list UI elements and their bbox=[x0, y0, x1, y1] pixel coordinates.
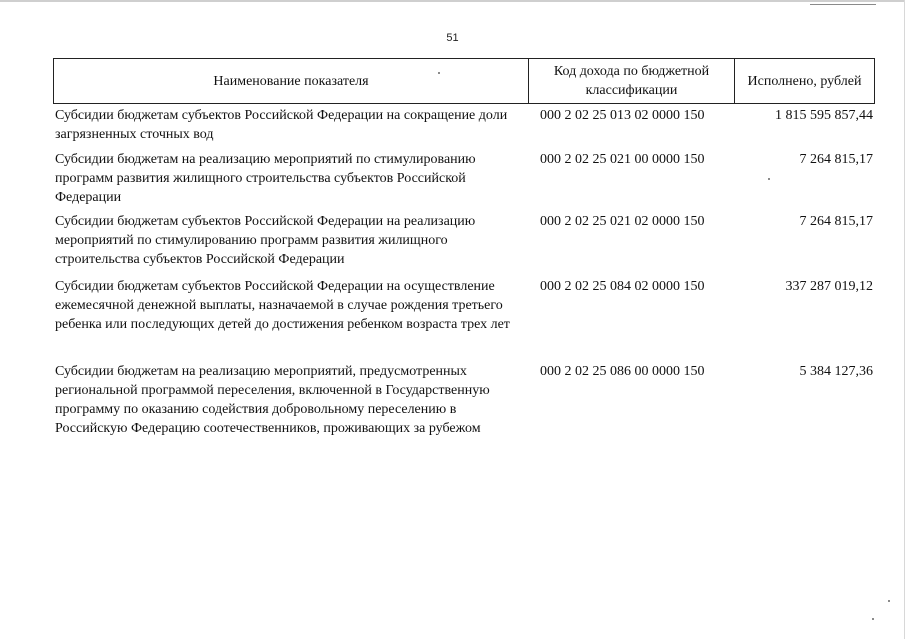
scan-speck bbox=[768, 178, 770, 180]
row-name: Субсидии бюджетам субъектов Российской Федерации на реализацию мероприятий по стимулированию программ развития жилищного строительства субъектов Российской Федерации bbox=[55, 214, 476, 267]
header-executed-column: Исполнено, рублей bbox=[747, 73, 862, 89]
row-executed: 1 815 595 857,44 bbox=[775, 108, 873, 123]
row-code: 000 2 02 25 021 00 0000 150 bbox=[540, 152, 705, 167]
page-number: 51 bbox=[446, 32, 459, 44]
table-row bbox=[55, 362, 875, 462]
row-name: Субсидии бюджетам на реализацию мероприятий, предусмотренных региональной программой переселения, включенной в Государственную программу по оказанию содействия добровольному переселению в Российскую Федерацию соотечественников, проживающих за рубежом bbox=[55, 364, 490, 436]
header-code-column: Код дохода по бюджетной классификации bbox=[529, 59, 735, 103]
table-row bbox=[55, 277, 875, 362]
row-executed: 7 264 815,17 bbox=[799, 152, 873, 167]
scan-speck bbox=[438, 72, 440, 74]
scan-mark bbox=[810, 4, 876, 5]
row-name: Субсидии бюджетам на реализацию мероприятий по стимулированию программ развития жилищного строительства субъектов Российской Федерации bbox=[55, 152, 476, 205]
row-code: 000 2 02 25 084 02 0000 150 bbox=[540, 279, 705, 294]
row-code: 000 2 02 25 086 00 0000 150 bbox=[540, 364, 705, 379]
row-executed: 5 384 127,36 bbox=[799, 364, 873, 379]
row-name: Субсидии бюджетам субъектов Российской Федерации на осуществление ежемесячной денежной выплаты, назначаемой в случае рождения третьего ребенка или последующих детей до достижения ребенком возраста трех лет bbox=[55, 279, 510, 332]
table-body bbox=[55, 106, 875, 462]
table-row bbox=[55, 212, 875, 277]
page-top-edge bbox=[0, 0, 905, 2]
header-name-column: Наименование показателя bbox=[54, 59, 529, 103]
row-code: 000 2 02 25 013 02 0000 150 bbox=[540, 108, 705, 123]
scan-speck bbox=[888, 600, 890, 602]
scan-speck bbox=[872, 618, 874, 620]
row-code: 000 2 02 25 021 02 0000 150 bbox=[540, 214, 705, 229]
table-row bbox=[55, 106, 875, 150]
row-executed: 337 287 019,12 bbox=[785, 279, 873, 294]
table-header bbox=[53, 58, 875, 104]
table-row bbox=[55, 150, 875, 212]
row-executed: 7 264 815,17 bbox=[799, 214, 873, 229]
row-name: Субсидии бюджетам субъектов Российской Федерации на сокращение доли загрязненных сточных вод bbox=[55, 108, 508, 142]
